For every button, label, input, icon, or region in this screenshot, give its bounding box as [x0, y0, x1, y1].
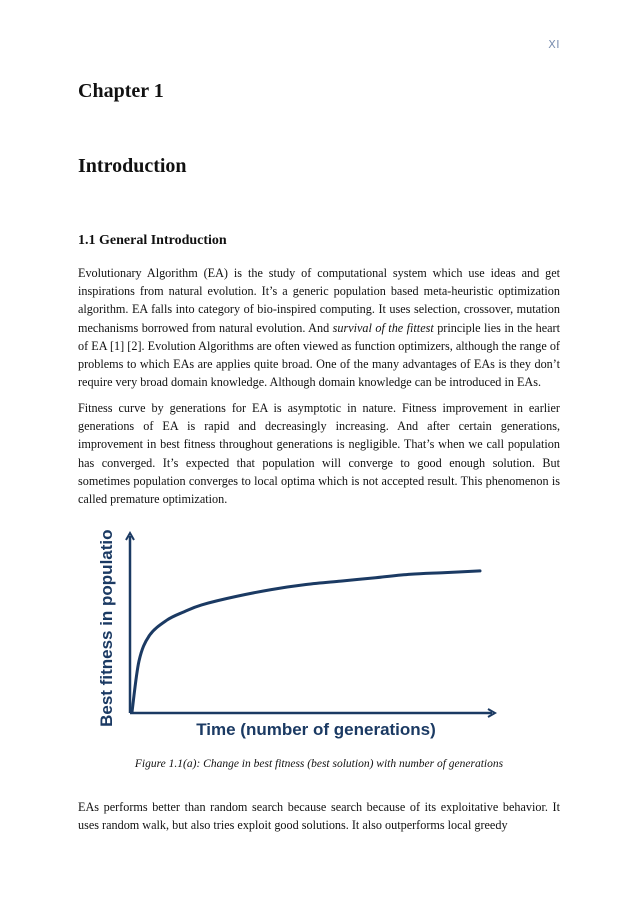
y-axis-label: Best fitness in population: [97, 530, 116, 727]
fitness-curve-line: [132, 571, 480, 712]
figure-caption: Figure 1.1(a): Change in best fitness (best solution) with number of generations: [134, 758, 504, 770]
paragraph-text: Evolutionary Algorithm (EA) is the study of computational system which use ideas and get inspirations from natural evolution. It’s a generic population based meta-heuristic optimization algorithm. EA falls into category of bio-inspired computing. It uses selection, crossover, mutation mechanisms borrowed from natural evolution. And: [78, 266, 560, 335]
paragraph-intro: [78, 264, 560, 391]
chapter-title: Introduction: [78, 155, 187, 177]
fitness-figure: [90, 530, 500, 750]
page-number: XI: [548, 38, 560, 51]
paragraph-text: principle lies in the heart of EA [1] [2]. Evolution Algorithms are often viewed as function optimizers, although the range of problems to which EAs are applies quite broad. One of the many advantages of EAs is they don’t require very broad domain knowledge. Although domain knowledge can be introduced in EAs.: [78, 320, 560, 390]
fitness-chart: [90, 530, 500, 750]
emphasis-text: survival of the fittest: [332, 320, 434, 335]
paragraph-random-search: EAs performs better than random search because search because of its exploitative behavior. It uses random walk, but also tries exploit good solutions. It also outperforms local greedy: [78, 800, 560, 833]
section-title: 1.1 General Introduction: [78, 233, 227, 248]
paragraph-fitness-curve: Fitness curve by generations for EA is asymptotic in nature. Fitness improvement in earlier generations of EA is rapid and decreasingly increasing. And after certain generations, improvement in best fitness throughout generations is negligible. That’s when we call population has converged. It’s expected that population will converge to good enough solution. But sometimes population converges to local optima which is not accepted result. This phenomenon is called premature optimization.: [78, 401, 560, 507]
x-axis-label: Time (number of generations): [196, 720, 436, 739]
chapter-label: Chapter 1: [78, 80, 164, 102]
